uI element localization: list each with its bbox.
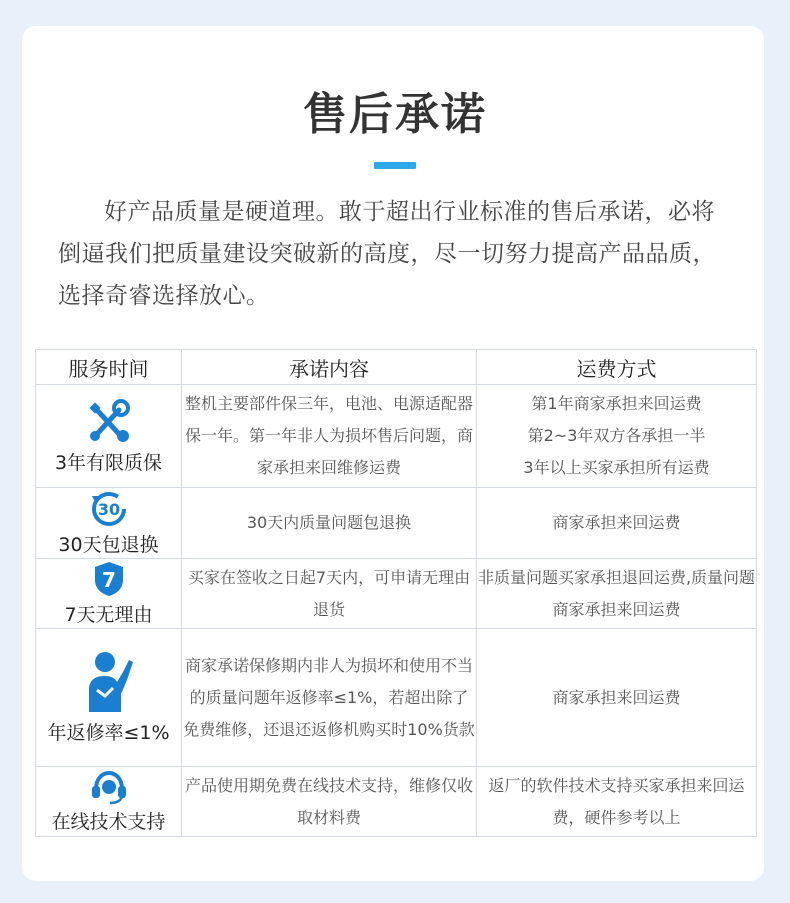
intro-paragraph: 好产品质量是硬道理。敢于超出行业标准的售后承诺，必将倒逼我们把质量建设突破新的高度，尽一切努力提高产品品质，选择奇睿选择放心。	[58, 199, 716, 309]
header-promise-content: 承诺内容	[182, 350, 477, 385]
headset-support-icon	[89, 769, 129, 805]
service-label: 7天无理由	[64, 604, 153, 626]
promise-content-cell: 商家承诺保修期内非人为损坏和使用不当的质量问题年返修率≤1%，若超出除了免费维修，还退还返修机购买时10%货款	[182, 629, 477, 767]
service-label: 在线技术支持	[51, 811, 166, 833]
shipping-line: 3年以上买家承担所有运费	[523, 458, 710, 477]
shipping-line: 返厂的软件技术支持买家承担来回运费，硬件参考以上	[488, 775, 745, 827]
page-title: 售后承诺	[303, 89, 487, 140]
table-row	[36, 559, 757, 629]
shipping-cell	[477, 559, 757, 629]
shipping-line: 商家承担来回运费	[552, 513, 681, 532]
promise-table	[35, 349, 757, 837]
service-cell	[36, 559, 182, 629]
table-row	[36, 629, 757, 767]
shipping-cell	[477, 488, 757, 559]
service-label: 3年有限质保	[54, 451, 163, 474]
promise-content-cell: 整机主要部件保三年，电池、电源适配器保一年。第一年非人为损坏售后问题，商家承担来回维修运费	[182, 385, 477, 488]
shipping-line: 商家承担来回运费	[552, 687, 681, 707]
service-cell	[36, 385, 182, 488]
svg-text:30: 30	[97, 499, 120, 519]
shipping-line: 非质量问题买家承担退回运费,质量问题商家承担来回运费	[477, 567, 756, 619]
shipping-cell	[477, 767, 757, 837]
svg-text:7: 7	[101, 568, 116, 592]
service-cell	[36, 488, 182, 559]
service-cell	[36, 767, 182, 837]
table-row	[36, 488, 757, 559]
promise-content-cell: 产品使用期免费在线技术支持，维修仅收取材料费	[182, 767, 477, 837]
header-shipping-method: 运费方式	[477, 350, 757, 385]
service-cell	[36, 629, 182, 767]
shipping-line: 第1年商家承担来回运费	[531, 394, 702, 413]
shipping-cell	[477, 385, 757, 488]
wrench-screwdriver-icon	[85, 398, 133, 446]
raised-hand-person-icon	[83, 650, 135, 716]
service-label: 年返修率≤1%	[47, 722, 170, 744]
header-service-time: 服务时间	[36, 350, 182, 385]
promise-content-cell: 30天内质量问题包退换	[182, 488, 477, 559]
service-label: 30天包退换	[58, 533, 159, 556]
table-header-row	[36, 350, 757, 385]
shipping-cell	[477, 629, 757, 767]
table-row	[36, 385, 757, 488]
30-return-icon	[88, 490, 130, 528]
shipping-line: 第2~3年双方各承担一半	[527, 426, 706, 445]
promise-content-cell: 买家在签收之日起7天内，可申请无理由退货	[182, 559, 477, 629]
title-underline	[374, 162, 416, 169]
7-day-shield-icon	[92, 560, 126, 598]
table-row	[36, 767, 757, 837]
